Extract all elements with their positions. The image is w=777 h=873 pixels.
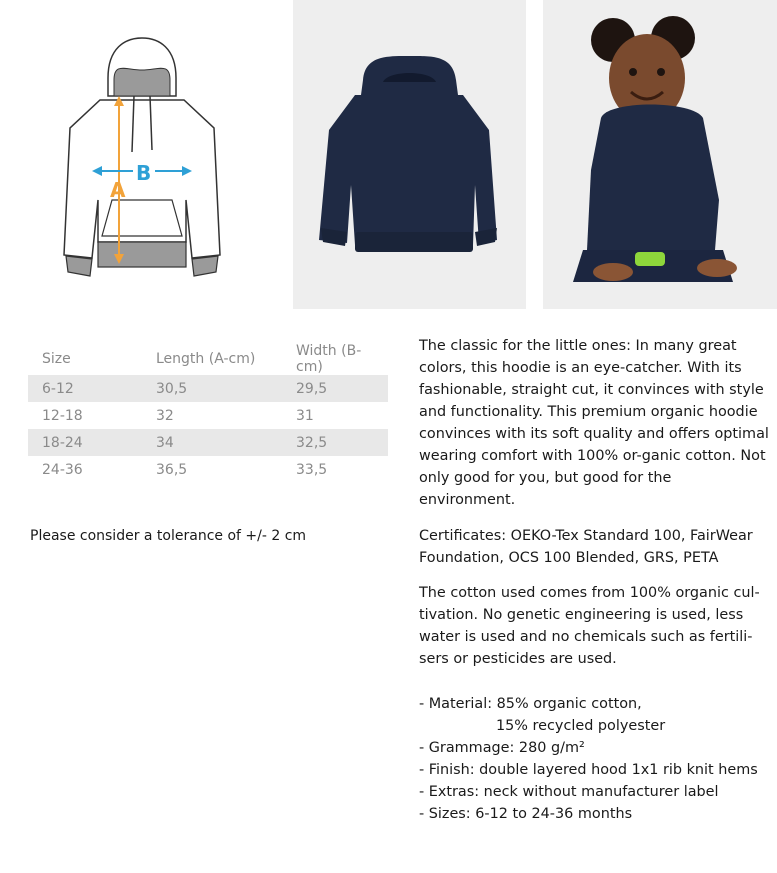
tolerance-note: Please consider a tolerance of +/- 2 cm: [30, 528, 307, 544]
hood-lining: [114, 68, 170, 96]
header-length: Length (A-cm): [156, 351, 256, 367]
certificates-text: Certificates: OEKO-Tex Standard 100, FairWear Foundation, OCS 100 Blended, GRS, PETA: [419, 528, 753, 566]
cell-width: 33,5: [296, 461, 328, 478]
cell-length: 30,5: [142, 375, 282, 402]
child-model-photo: [543, 0, 777, 309]
measure-a-label: A: [110, 178, 126, 202]
cell-length: 32: [156, 407, 174, 424]
table-header-row: [28, 343, 388, 375]
table-row: [28, 456, 388, 483]
header-size: Size: [42, 351, 71, 367]
cell-size: 6-12: [28, 375, 142, 402]
body-shape: [319, 95, 497, 245]
cell-width: 32,5: [282, 429, 388, 456]
foot-left: [593, 263, 633, 281]
product-intro: The classic for the little ones: In many great colors, this hoodie is an eye-catcher. With its fashionable, straight cut, it convinces with style and functionality. This premium organic hoodie convinces with its soft quality and offers optimal wearing comfort with 100% or-ganic cotton. Not only good for you, but good for the environment.: [419, 338, 769, 508]
table-row: [28, 429, 388, 456]
cell-width: 31: [296, 407, 314, 424]
cell-size: 12-18: [42, 407, 83, 424]
cotton-text: The cotton used comes from 100% organic cul-tivation. No genetic engineering is used, less water is used and no chemicals such as fertili-sers or pesticides are used.: [419, 585, 760, 667]
hoodie-diagram-svg: [0, 0, 283, 309]
cell-length: 36,5: [156, 461, 188, 478]
measurement-diagram: [0, 0, 283, 309]
hoodie-on-model: [587, 105, 719, 251]
right-cuff: [192, 256, 218, 276]
spec-grammage: - Grammage: 280 g/m²: [419, 740, 585, 756]
spec-material: - Material: 85% organic cotton,: [419, 696, 642, 712]
foot-right: [697, 259, 737, 277]
left-cuff: [66, 256, 92, 276]
spec-list: [419, 693, 758, 825]
spec-finish: - Finish: double layered hood 1x1 rib knit hems: [419, 762, 758, 778]
header-width: Width (B-cm): [296, 343, 362, 375]
model-photo-svg: [543, 0, 777, 309]
waistband: [98, 242, 186, 267]
hoodie-photo-svg: [293, 0, 526, 309]
hoodie-product-photo: [293, 0, 526, 309]
table-row: [28, 375, 388, 402]
cell-length: 34: [142, 429, 282, 456]
eye-left: [629, 68, 637, 76]
spec-extras: - Extras: neck without manufacturer label: [419, 784, 719, 800]
measure-b-label: B: [136, 161, 152, 185]
table-row: [28, 402, 388, 429]
toy-car: [635, 252, 665, 266]
cell-size: 24-36: [42, 461, 83, 478]
spec-sizes: - Sizes: 6-12 to 24-36 months: [419, 806, 633, 822]
cell-size: 18-24: [28, 429, 142, 456]
spec-material-continued: 15% recycled polyester: [496, 718, 666, 734]
hem-band: [355, 232, 473, 252]
size-chart-table: [28, 343, 388, 483]
cell-width: 29,5: [282, 375, 388, 402]
eye-right: [657, 68, 665, 76]
